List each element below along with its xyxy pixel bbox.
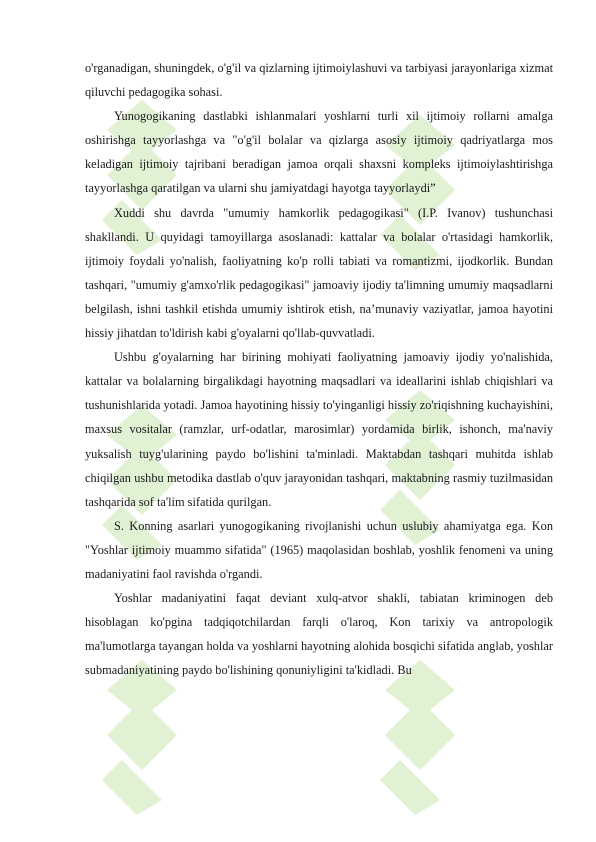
paragraph: Xuddi shu davrda "umumiy hamkorlik pedagogikasi" (I.P. Ivanov) tushunchasi shakllandi. U quyidagi tamoyillarga asoslanadi: kattalar va bolalar o'rtasidagi hamkorlik, ijtimoiy foydali yo'nalish, faoliyatning ko'p rolli tabiati va romantizmi, ijodkorlik. Bundan tashqari, "umumiy g'amxo'rlik pedagogikasi" jamoaviy ijodiy ta'limning umumiy maqsadlarni belgilash, ishni tashkil etishda umumiy ishtirok etish, na’munaviy vaziyatlar, jamoa hayotini hissiy jihatdan to'ldirish kabi g'oyalarni qo'llab-quvvatladi. — [85, 205, 553, 341]
paragraph: Ushbu g'oyalarning har birining mohiyati faoliyatning jamoaviy ijodiy yo'nalishida, kattalar va bolalarning birgalikdagi hayotning maqsadlari va ideallarini ishlab chiqishlari va tushunishlarida yotadi. Jamoa hayotining hissiy to'yinganligi hissiy zo'riqishning kuchayishini, maxsus vositalar (ramzlar, urf-odatlar, marosimlar) yordamida birlik, ishonch, ma'naviy yuksalish tuyg'ularining paydo bo'lishini ta'minladi. Maktabdan tashqari muhitda ishlab chiqilgan ushbu metodika dastlab o'quv jarayonidan tashqari, maktabning rasmiy tuzilmasidan tashqarida sof ta'lim sifatida qurilgan. — [85, 350, 553, 509]
body-text — [85, 56, 553, 682]
paragraph: Yunogogikaning dastlabki ishlanmalari yoshlarni turli xil ijtimoiy rollarni amalga oshirishga tayyorlashga va "o'g'il bolalar va qizlarga asosiy ijtimoiy qadriyatlarga mos keladigan ijtimoiy tajribani beradigan jamoa orqali shaxsni kompleks ijtimoiylashtirishga tayyorlashga qaratilgan va ularni shu jamiyatdagi hayotga tayyorlaydi” — [85, 109, 553, 196]
paragraph: S. Konning asarlari yunogogikaning rivojlanishi uchun uslubiy ahamiyatga ega. Kon "Yoshlar ijtimoiy muammo sifatida" (1965) maqolasidan boshlab, yoshlik fenomeni va uning madaniyatini faol ravishda o'rgandi. — [85, 518, 553, 581]
paragraph: Yoshlar madaniyatini faqat deviant xulq-atvor shakli, tabiatan kriminogen deb hisoblagan ko'pgina tadqiqotchilardan farqli o'laroq, Kon tarixiy va antropologik ma'lumotlarga tayangan holda va yoshlarni hayotning alohida bosqichi sifatida anglab, yoshlar submadaniyatining paydo bo'lishining qonuniyligini ta'kidladi. Bu — [85, 591, 553, 678]
paragraph: o'rganadigan, shuningdek, o'g'il va qizlarning ijtimoiylashuvi va tarbiyasi jarayonlariga xizmat qiluvchi pedagogika sohasi. — [85, 61, 553, 100]
